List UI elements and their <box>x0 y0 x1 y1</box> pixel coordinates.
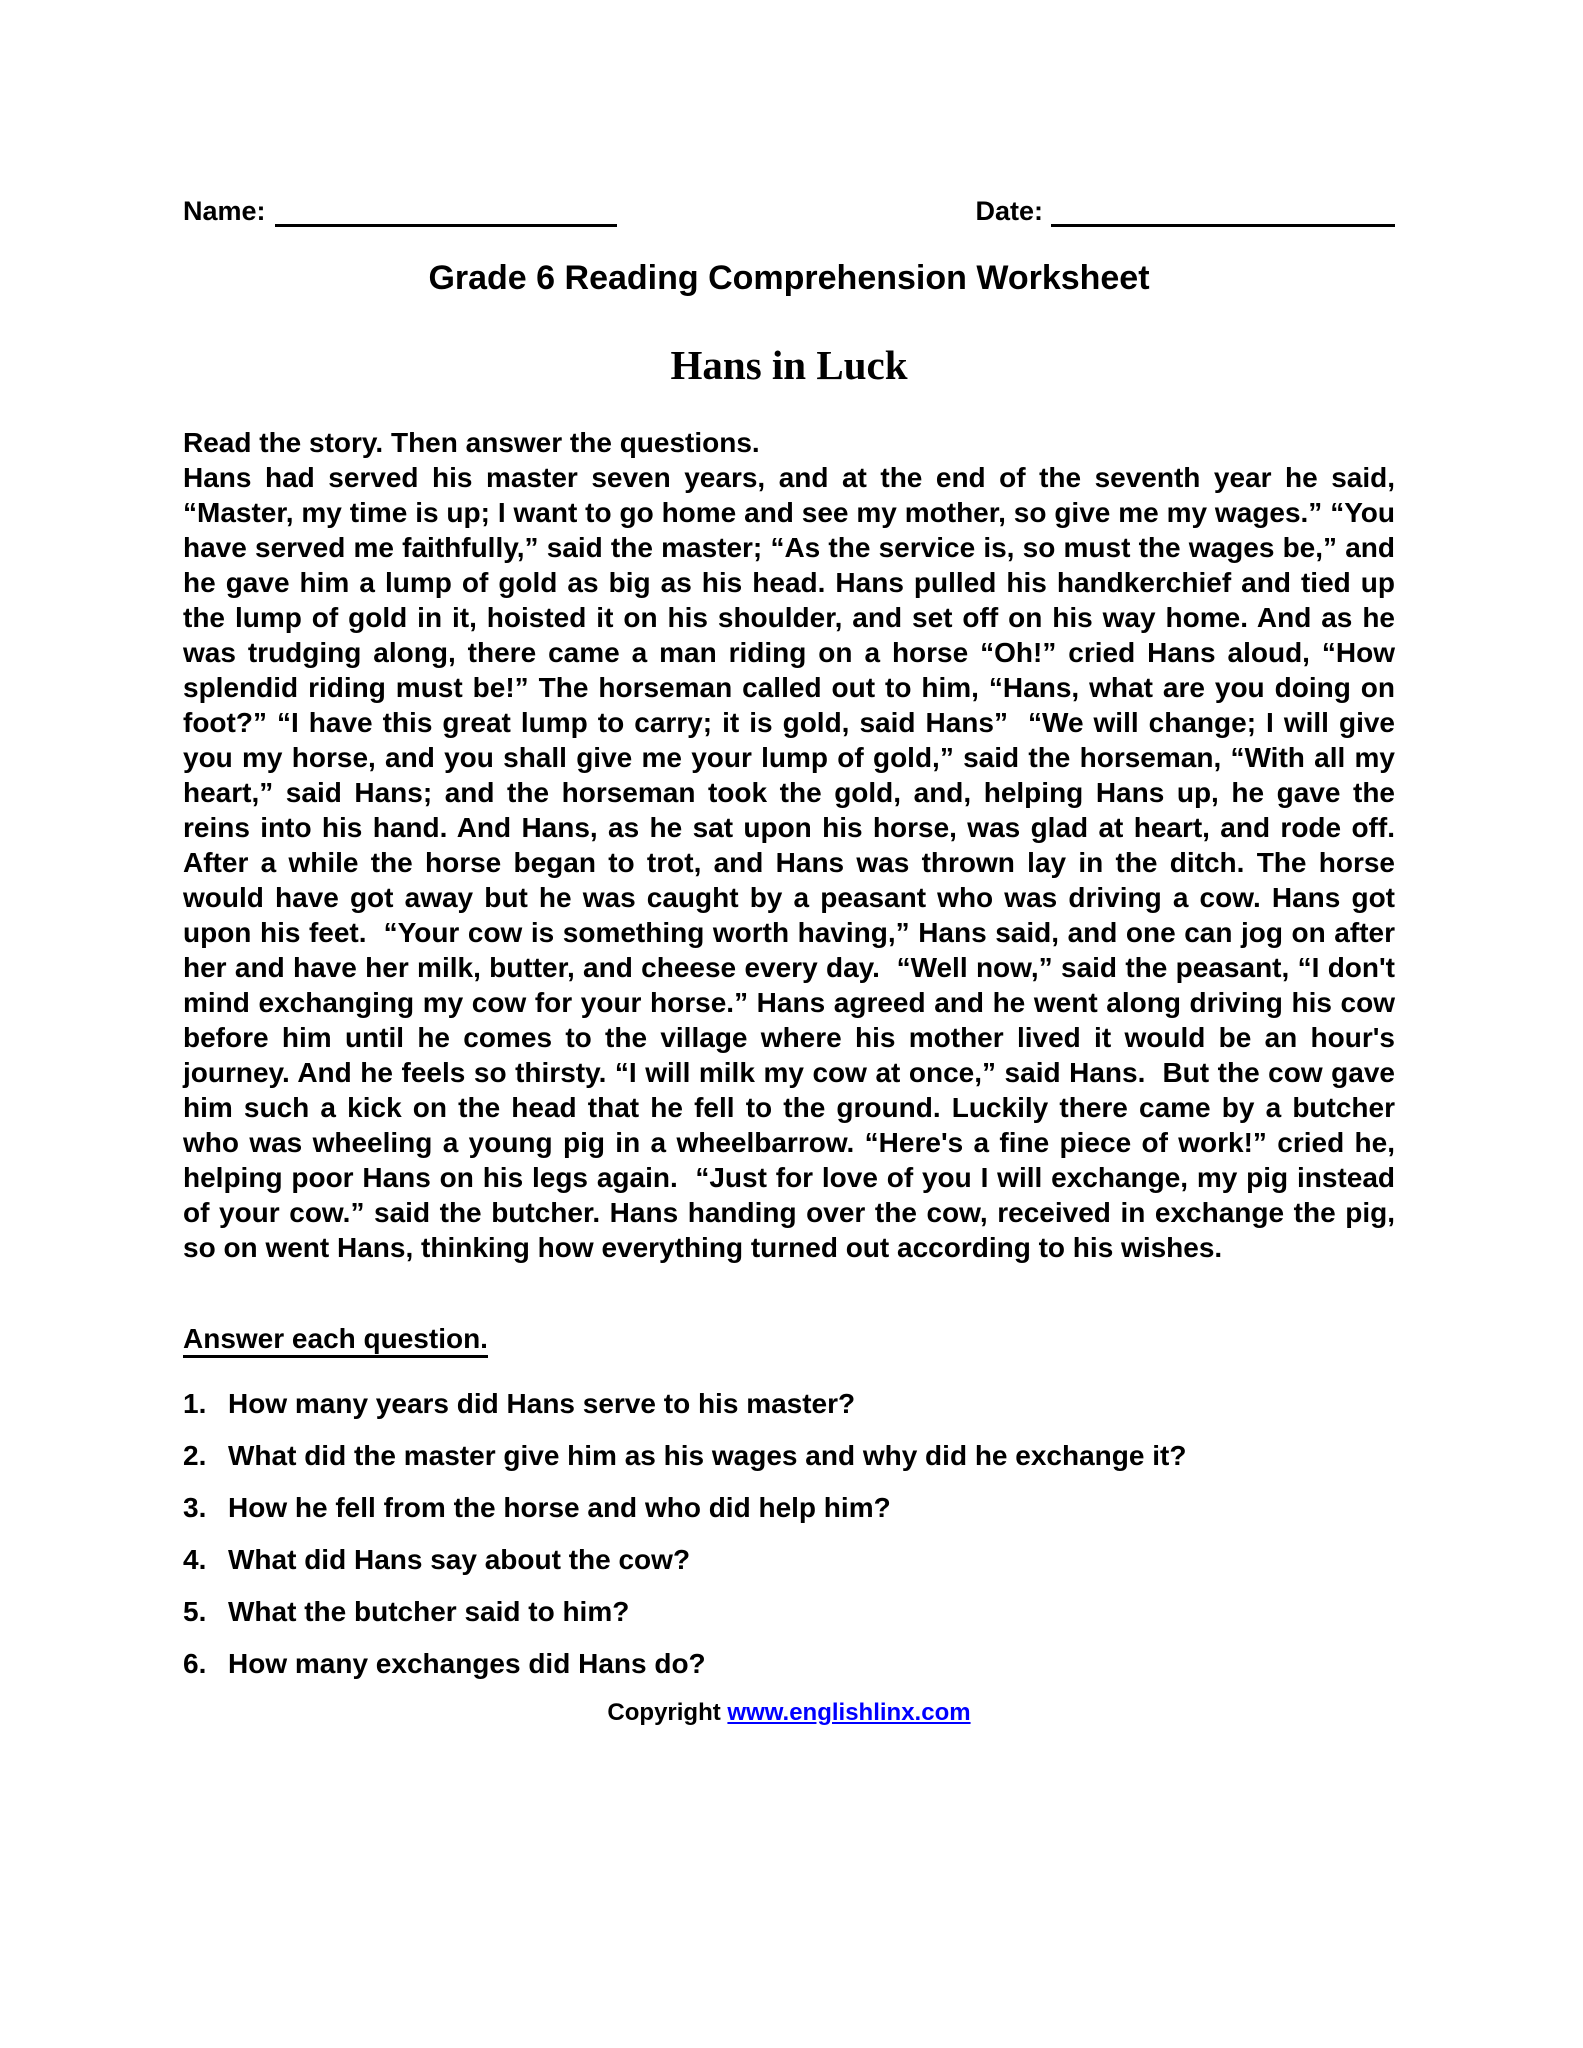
header-row <box>183 195 1395 227</box>
question-row <box>183 1542 1395 1577</box>
question-text: How many exchanges did Hans do? <box>228 1648 706 1679</box>
question-row <box>183 1490 1395 1525</box>
question-number: 6. <box>183 1648 207 1679</box>
question-text: What did the master give him as his wages and why did he exchange it? <box>228 1440 1187 1471</box>
story-text: Hans had served his master seven years, and at the end of the seventh year he said, “Master, my time is up; I want to go home and see my mother, so give me my wages.” “You have served me faithfully,” said the master; “As the service is, so must the wages be,” and he gave him a lump of gold as big as his head. Hans pulled his handkerchief and tied up the lump of gold in it, hoisted it on his shoulder, and set off on his way home. And as he was trudging along, there came a man riding on a horse “Oh!” cried Hans aloud, “How splendid riding must be!” The horseman called out to him, “Hans, what are you doing on foot?” “I have this great lump to carry; it is gold, said Hans” “We will change; I will give you my horse, and you shall give me your lump of gold,” said the horseman, “With all my heart,” said Hans; and the horseman took the gold, and, helping Hans up, he gave the reins into his hand. And Hans, as he sat upon his horse, was glad at heart, and rode off. After a while the horse began to trot, and Hans was thrown lay in the ditch. The horse would have got away but he was caught by a peasant who was driving a cow. Hans got upon his feet. “Your cow is something worth having,” Hans said, and one can jog on after her and have her milk, butter, and cheese every day. “Well now,” said the peasant, “I don't mind exchanging my cow for your horse.” Hans agreed and he went along driving his cow before him until he comes to the village where his mother lived it would be an hour's journey. And he feels so thirsty. “I will milk my cow at once,” said Hans. But the cow gave him such a kick on the head that he fell to the ground. Luckily there came by a butcher who was wheeling a young pig in a wheelbarrow. “Here's a fine piece of work!” cried he, helping poor Hans on his legs again. “Just for love of you I will exchange, my pig instead of your cow.” said the butcher. Hans handing over the cow, received in exchange the pig, so on went Hans, thinking how everything turned out according to his wishes. <box>183 462 1395 1263</box>
name-blank-line <box>275 197 617 227</box>
question-row <box>183 1386 1395 1421</box>
name-field <box>183 195 617 227</box>
question-text: How he fell from the horse and who did help him? <box>228 1492 891 1523</box>
question-row <box>183 1594 1395 1629</box>
date-label: Date: <box>975 196 1043 226</box>
answer-heading <box>183 1321 1395 1356</box>
question-number: 5. <box>183 1596 207 1627</box>
question-number: 1. <box>183 1388 207 1419</box>
name-label: Name: <box>183 196 266 226</box>
question-text: What the butcher said to him? <box>228 1596 630 1627</box>
copyright-label: Copyright <box>607 1699 721 1726</box>
questions-list <box>183 1386 1395 1681</box>
date-field <box>975 195 1395 227</box>
question-number: 4. <box>183 1544 207 1575</box>
answer-heading-text: Answer each question. <box>183 1323 488 1358</box>
copyright-link[interactable]: www.englishlinx.com <box>727 1699 971 1726</box>
question-row <box>183 1438 1395 1473</box>
copyright-line <box>183 1698 1395 1728</box>
question-number: 2. <box>183 1440 207 1471</box>
question-text: How many years did Hans serve to his master? <box>228 1388 856 1419</box>
question-number: 3. <box>183 1492 207 1523</box>
question-row <box>183 1646 1395 1681</box>
worksheet-title: Grade 6 Reading Comprehension Worksheet <box>428 259 1150 297</box>
question-text: What did Hans say about the cow? <box>228 1544 691 1575</box>
story-title: Hans in Luck <box>670 342 908 388</box>
read-instruction: Read the story. Then answer the questions. <box>183 427 760 458</box>
date-blank-line <box>1051 197 1395 227</box>
